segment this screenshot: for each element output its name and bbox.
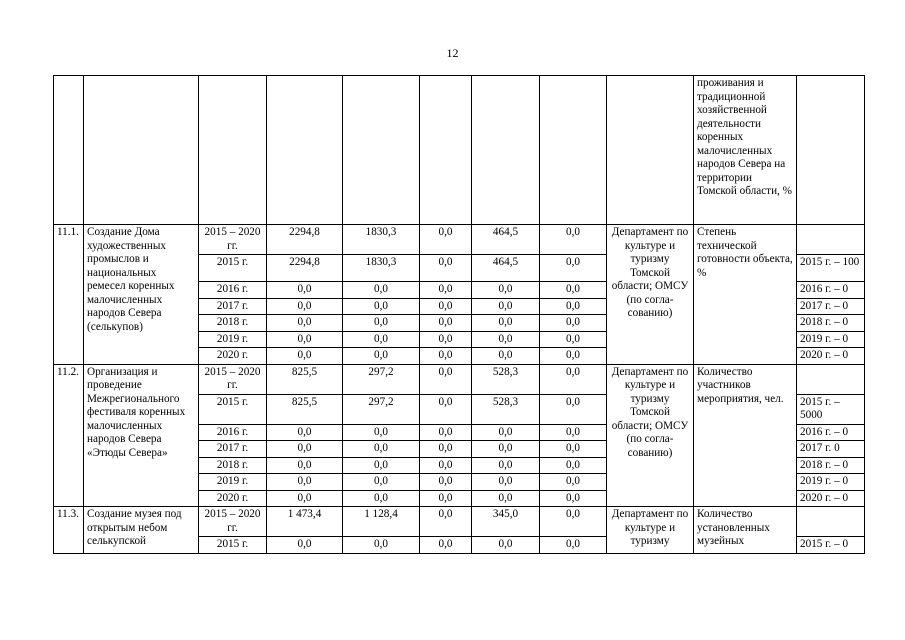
value-total: 0,0 (267, 348, 343, 365)
target-value-cell: 2019 г. – 0 (797, 474, 865, 491)
value-total: 0,0 (267, 424, 343, 441)
value-regional: 0,0 (343, 315, 420, 332)
empty-cell (54, 76, 84, 225)
value-federal: 0,0 (420, 364, 472, 394)
empty-cell (343, 76, 420, 225)
value-regional: 0,0 (343, 474, 420, 491)
table-row (54, 225, 865, 255)
executor-cell: Департамент по культуре и туризму (607, 507, 694, 554)
value-local: 528,3 (472, 364, 540, 394)
value-federal: 0,0 (420, 490, 472, 507)
value-extra: 0,0 (540, 474, 607, 491)
year-cell: 2015 – 2020 гг. (199, 225, 267, 255)
value-regional: 0,0 (343, 441, 420, 458)
value-local: 464,5 (472, 225, 540, 255)
value-local: 0,0 (472, 331, 540, 348)
item-name: Организация и проведение Межрегионального фестиваля коренных малочисленных народов Севера «Этюды Севера» (84, 364, 199, 507)
value-extra: 0,0 (540, 424, 607, 441)
value-total: 0,0 (267, 474, 343, 491)
target-value-cell: 2018 г. – 0 (797, 315, 865, 332)
value-total: 0,0 (267, 537, 343, 554)
year-cell: 2016 г. (199, 282, 267, 299)
target-value-cell: 2015 г. – 0 (797, 537, 865, 554)
item-name: Создание Дома художественных промыслов и национальных ремесел коренных малочисленных народов Севера (селькупов) (84, 225, 199, 365)
value-extra: 0,0 (540, 537, 607, 554)
value-regional: 0,0 (343, 348, 420, 365)
value-total: 2294,8 (267, 255, 343, 282)
value-federal: 0,0 (420, 441, 472, 458)
value-regional: 1830,3 (343, 225, 420, 255)
value-extra: 0,0 (540, 315, 607, 332)
indicator-cell: проживания и традиционной хозяйственной деятельности коренных малочисленных народов Севера на территории Томской области, % (694, 76, 797, 225)
value-federal: 0,0 (420, 507, 472, 537)
value-local: 0,0 (472, 315, 540, 332)
executor-cell: Департамент по культуре и туризму Томской области; ОМСУ (по согла- сованию) (607, 225, 694, 365)
value-federal: 0,0 (420, 457, 472, 474)
year-cell: 2015 г. (199, 537, 267, 554)
value-regional: 1 128,4 (343, 507, 420, 537)
program-table (53, 75, 865, 554)
value-regional: 0,0 (343, 490, 420, 507)
target-value-cell: 2015 г. – 5000 (797, 394, 865, 424)
value-federal: 0,0 (420, 255, 472, 282)
value-federal: 0,0 (420, 348, 472, 365)
value-local: 0,0 (472, 441, 540, 458)
empty-cell (607, 76, 694, 225)
value-total: 825,5 (267, 364, 343, 394)
empty-cell (199, 76, 267, 225)
table-row (54, 76, 865, 225)
value-local: 0,0 (472, 424, 540, 441)
target-value-cell (797, 364, 865, 394)
value-local: 464,5 (472, 255, 540, 282)
value-total: 0,0 (267, 315, 343, 332)
value-federal: 0,0 (420, 537, 472, 554)
value-local: 0,0 (472, 348, 540, 365)
value-extra: 0,0 (540, 441, 607, 458)
year-cell: 2018 г. (199, 315, 267, 332)
indicator-cell: Количество установленных музейных (694, 507, 797, 554)
value-extra: 0,0 (540, 225, 607, 255)
value-total: 825,5 (267, 394, 343, 424)
item-name: Создание музея под открытым небом селькупской (84, 507, 199, 554)
value-extra: 0,0 (540, 394, 607, 424)
value-federal: 0,0 (420, 282, 472, 299)
value-local: 0,0 (472, 298, 540, 315)
value-regional: 0,0 (343, 331, 420, 348)
value-local: 0,0 (472, 457, 540, 474)
value-extra: 0,0 (540, 457, 607, 474)
table-row (54, 507, 865, 537)
item-number: 11.3. (54, 507, 84, 554)
value-local: 528,3 (472, 394, 540, 424)
value-total: 1 473,4 (267, 507, 343, 537)
target-value-cell: 2015 г. – 100 (797, 255, 865, 282)
item-number: 11.1. (54, 225, 84, 365)
year-cell: 2019 г. (199, 331, 267, 348)
value-local: 0,0 (472, 490, 540, 507)
year-cell: 2015 – 2020 гг. (199, 364, 267, 394)
target-value-cell (797, 507, 865, 537)
item-number: 11.2. (54, 364, 84, 507)
empty-cell (797, 76, 865, 225)
value-extra: 0,0 (540, 282, 607, 299)
year-cell: 2017 г. (199, 298, 267, 315)
empty-cell (420, 76, 472, 225)
empty-cell (84, 76, 199, 225)
value-extra: 0,0 (540, 364, 607, 394)
year-cell: 2015 г. (199, 255, 267, 282)
year-cell: 2015 – 2020 гг. (199, 507, 267, 537)
value-local: 0,0 (472, 282, 540, 299)
value-federal: 0,0 (420, 298, 472, 315)
value-total: 0,0 (267, 457, 343, 474)
value-regional: 0,0 (343, 282, 420, 299)
value-regional: 1830,3 (343, 255, 420, 282)
value-extra: 0,0 (540, 331, 607, 348)
year-cell: 2017 г. (199, 441, 267, 458)
empty-cell (267, 76, 343, 225)
target-value-cell: 2020 г. – 0 (797, 348, 865, 365)
empty-cell (472, 76, 540, 225)
value-federal: 0,0 (420, 394, 472, 424)
value-federal: 0,0 (420, 331, 472, 348)
value-regional: 297,2 (343, 394, 420, 424)
indicator-cell: Степень технической готовности объекта, % (694, 225, 797, 365)
value-local: 0,0 (472, 474, 540, 491)
target-value-cell: 2016 г. – 0 (797, 282, 865, 299)
value-extra: 0,0 (540, 490, 607, 507)
value-local: 345,0 (472, 507, 540, 537)
executor-cell: Департамент по культуре и туризму Томской области; ОМСУ (по согла- сованию) (607, 364, 694, 507)
indicator-cell: Количество участников мероприятия, чел. (694, 364, 797, 507)
year-cell: 2018 г. (199, 457, 267, 474)
year-cell: 2020 г. (199, 348, 267, 365)
value-extra: 0,0 (540, 298, 607, 315)
year-cell: 2020 г. (199, 490, 267, 507)
target-value-cell: 2020 г. – 0 (797, 490, 865, 507)
value-total: 0,0 (267, 441, 343, 458)
value-extra: 0,0 (540, 255, 607, 282)
value-total: 2294,8 (267, 225, 343, 255)
value-extra: 0,0 (540, 348, 607, 365)
table-body (54, 76, 865, 554)
target-value-cell: 2016 г. – 0 (797, 424, 865, 441)
value-total: 0,0 (267, 490, 343, 507)
target-value-cell: 2019 г. – 0 (797, 331, 865, 348)
value-total: 0,0 (267, 282, 343, 299)
target-value-cell: 2017 г. – 0 (797, 298, 865, 315)
value-total: 0,0 (267, 331, 343, 348)
value-federal: 0,0 (420, 424, 472, 441)
value-federal: 0,0 (420, 225, 472, 255)
target-value-cell: 2017 г. 0 (797, 441, 865, 458)
target-value-cell: 2018 г. – 0 (797, 457, 865, 474)
year-cell: 2015 г. (199, 394, 267, 424)
value-regional: 0,0 (343, 298, 420, 315)
value-regional: 0,0 (343, 424, 420, 441)
value-regional: 297,2 (343, 364, 420, 394)
value-regional: 0,0 (343, 537, 420, 554)
table-row (54, 364, 865, 394)
target-value-cell (797, 225, 865, 255)
year-cell: 2016 г. (199, 424, 267, 441)
value-extra: 0,0 (540, 507, 607, 537)
page-number: 12 (446, 46, 459, 60)
empty-cell (540, 76, 607, 225)
value-total: 0,0 (267, 298, 343, 315)
value-federal: 0,0 (420, 315, 472, 332)
value-local: 0,0 (472, 537, 540, 554)
year-cell: 2019 г. (199, 474, 267, 491)
value-federal: 0,0 (420, 474, 472, 491)
value-regional: 0,0 (343, 457, 420, 474)
